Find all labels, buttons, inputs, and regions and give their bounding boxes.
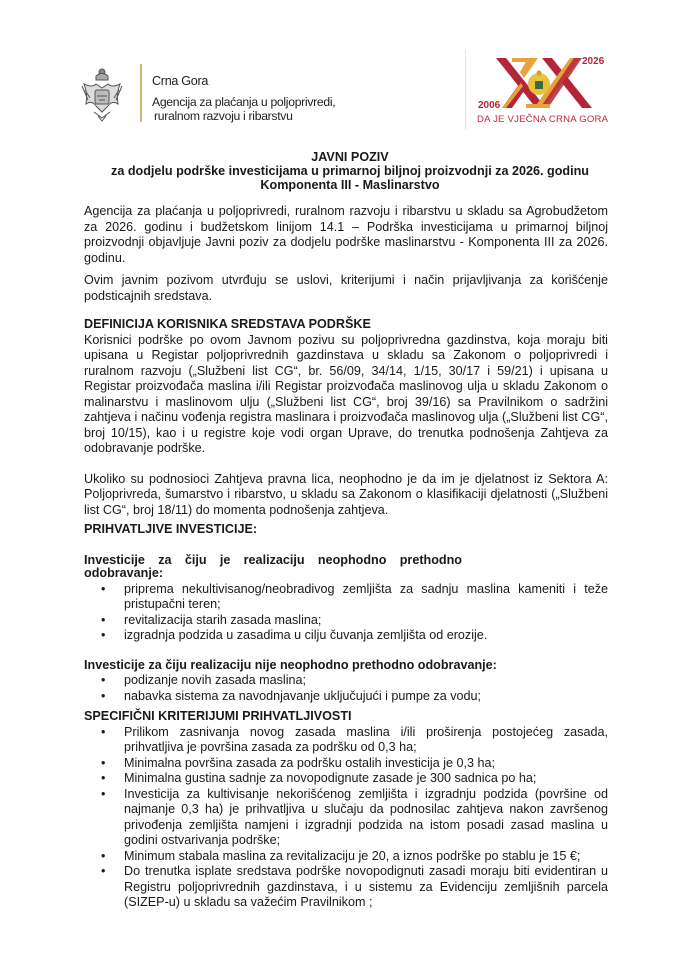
criteria-section xyxy=(84,709,608,911)
title-line2: za dodjelu podrške investicijama u primarnoj biljnoj proizvodnji za 2026. godinu xyxy=(111,164,589,178)
definition-paragraph-2: Ukoliko su podnosioci Zahtjeva pravna lica, neophodno je da im je djelatnost iz Sektora A: Poljoprivreda, šumarstvo i ribarstvo, u skladu sa Zakonom o klasifikaciji djelatnosti („Službeni list CG“, broj 18/11) do momenta podnošenja zahtjeva. xyxy=(84,471,608,517)
intro-paragraph-1: Agencija za plaćanja u poljoprivredi, ruralnom razvoju i ribarstvu u skladu sa Agrobudžetom za 2026. godinu i budžetskom linijom 14.1 – Podrška investicijama u primarnoj biljnoj proizvodnji objavljuje Javni poziv za dodjelu podrške maslinarstvu - Komponenta III za 2026. godinu. xyxy=(84,204,608,265)
group1-heading-line1: Investicije za čiju je realizaciju neophodno prethodno xyxy=(84,552,462,567)
anniversary-slogan: DA JE VJEČNA CRNA GORA xyxy=(477,114,609,125)
investments-heading: PRIHVATLJIVE INVESTICIJE: xyxy=(84,522,258,536)
list-item: • priprema nekultivisanog/neobradivog zemljišta za sadnju maslina kameniti i teže pristupačni teren; xyxy=(84,582,608,613)
list-item: • podizanje novih zasada maslina; xyxy=(84,673,608,689)
header-divider xyxy=(140,64,142,122)
list-item: • Minimalna gustina sadnje za novopodignute zasade je 300 sadnica po ha; xyxy=(84,771,608,787)
document-title xyxy=(80,150,620,192)
title-line3: Komponenta III - Maslinarstvo xyxy=(260,178,440,192)
definition-section xyxy=(84,317,608,518)
group1-list xyxy=(84,582,608,644)
agency-name-line1: Agencija za plaćanja u poljoprivredi, xyxy=(152,95,336,109)
criteria-list xyxy=(84,725,608,911)
intro-paragraph-2: Ovim javnim pozivom utvrđuju se uslovi, kriterijumi i način prijavljivanja za korišćenje podsticajnih sredstava. xyxy=(84,273,608,303)
list-item: • izgradnja podzida u zasadima u cilju čuvanja zemljišta od erozije. xyxy=(84,628,608,644)
group1-heading-line2: odobravanje: xyxy=(84,566,164,580)
coat-of-arms-icon xyxy=(80,66,124,122)
anniversary-logo xyxy=(465,50,616,130)
list-item: • Investicija za kultivisanje nekorišćenog zemljišta i izgradnju podzida (površine od najmanje 0,3 ha) je prihvatljiva u slučaju da podnosilac zahtjeva nakon završenog privođenja zemljišta namjeni i izgradnji podzida na istom posadi zasad maslina u godini ostvarivanja podrške; xyxy=(84,787,608,849)
list-item: • Do trenutka isplate sredstava podrške novopodignuti zasadi moraju biti evidentiran u Registru poljoprivrednih gazdinstava, i u sistemu za Evidenciju zemljišnih parcela (SIZEP-u) u skladu sa važećim Pravilnikom ; xyxy=(84,864,608,911)
country-name: Crna Gora xyxy=(152,74,209,88)
list-item: • Minimalna površina zasada za podršku ostalih investicija je 0,3 ha; xyxy=(84,756,608,772)
list-item: • revitalizacija starih zasada maslina; xyxy=(84,613,608,629)
intro-section xyxy=(84,204,608,304)
year-start: 2006 xyxy=(478,100,501,111)
year-end: 2026 xyxy=(582,56,605,67)
list-item: • Minimum stabala maslina za revitalizaciju je 20, a iznos podrške po stablu je 15 €; xyxy=(84,849,608,865)
group2-list xyxy=(84,673,608,704)
definition-paragraph-1: Korisnici podrške po ovom Javnom pozivu su poljoprivredna gazdinstva, koja moraju biti upisana u Registar poljoprivrednih gazdinstava u skladu sa Zakonom o poljoprivredi i ruralnom razvoju („Službeni list CG“, br. 56/09, 34/14, 1/15, 30/17 i 59/21) i upisana u Registar proizvođača maslina i/ili Registar proizvođača maslinovog ulja u skladu Zakonom o malinarstvu i maslinovom ulju („Službeni list CG“, broj 39/16) sa Pravilnikom o sadržini zahtjeva i načinu vođenja registra maslinara i proizvođača maslinovog ulja („Službeni list CG“, broj 10/15), kao i u registre koje vodi organ Uprave, do trenutka podnošenja Zahtjeva za odobravanje podrške. xyxy=(84,332,608,455)
criteria-heading: SPECIFIČNI KRITERIJUMI PRIHVATLJIVOSTI xyxy=(84,709,352,723)
list-item: • Prilikom zasnivanja novog zasada maslina i/ili proširenja postojećeg zasada, prihvatljiva je površina zasada za podršku od 0,3 ha; xyxy=(84,725,608,756)
title-line1: JAVNI POZIV xyxy=(311,150,389,164)
list-item: • nabavka sistema za navodnjavanje uključujući i pumpe za vodu; xyxy=(84,689,608,705)
group2-heading: Investicije za čiju realizaciju nije neophodno prethodno odobravanje: xyxy=(84,657,497,672)
investments-section xyxy=(84,522,608,704)
agency-name-line2: ruralnom razvoju i ribarstvu xyxy=(154,109,293,123)
definition-heading: DEFINICIJA KORISNIKA SREDSTAVA PODRŠKE xyxy=(84,317,371,331)
agency-header xyxy=(80,66,335,126)
